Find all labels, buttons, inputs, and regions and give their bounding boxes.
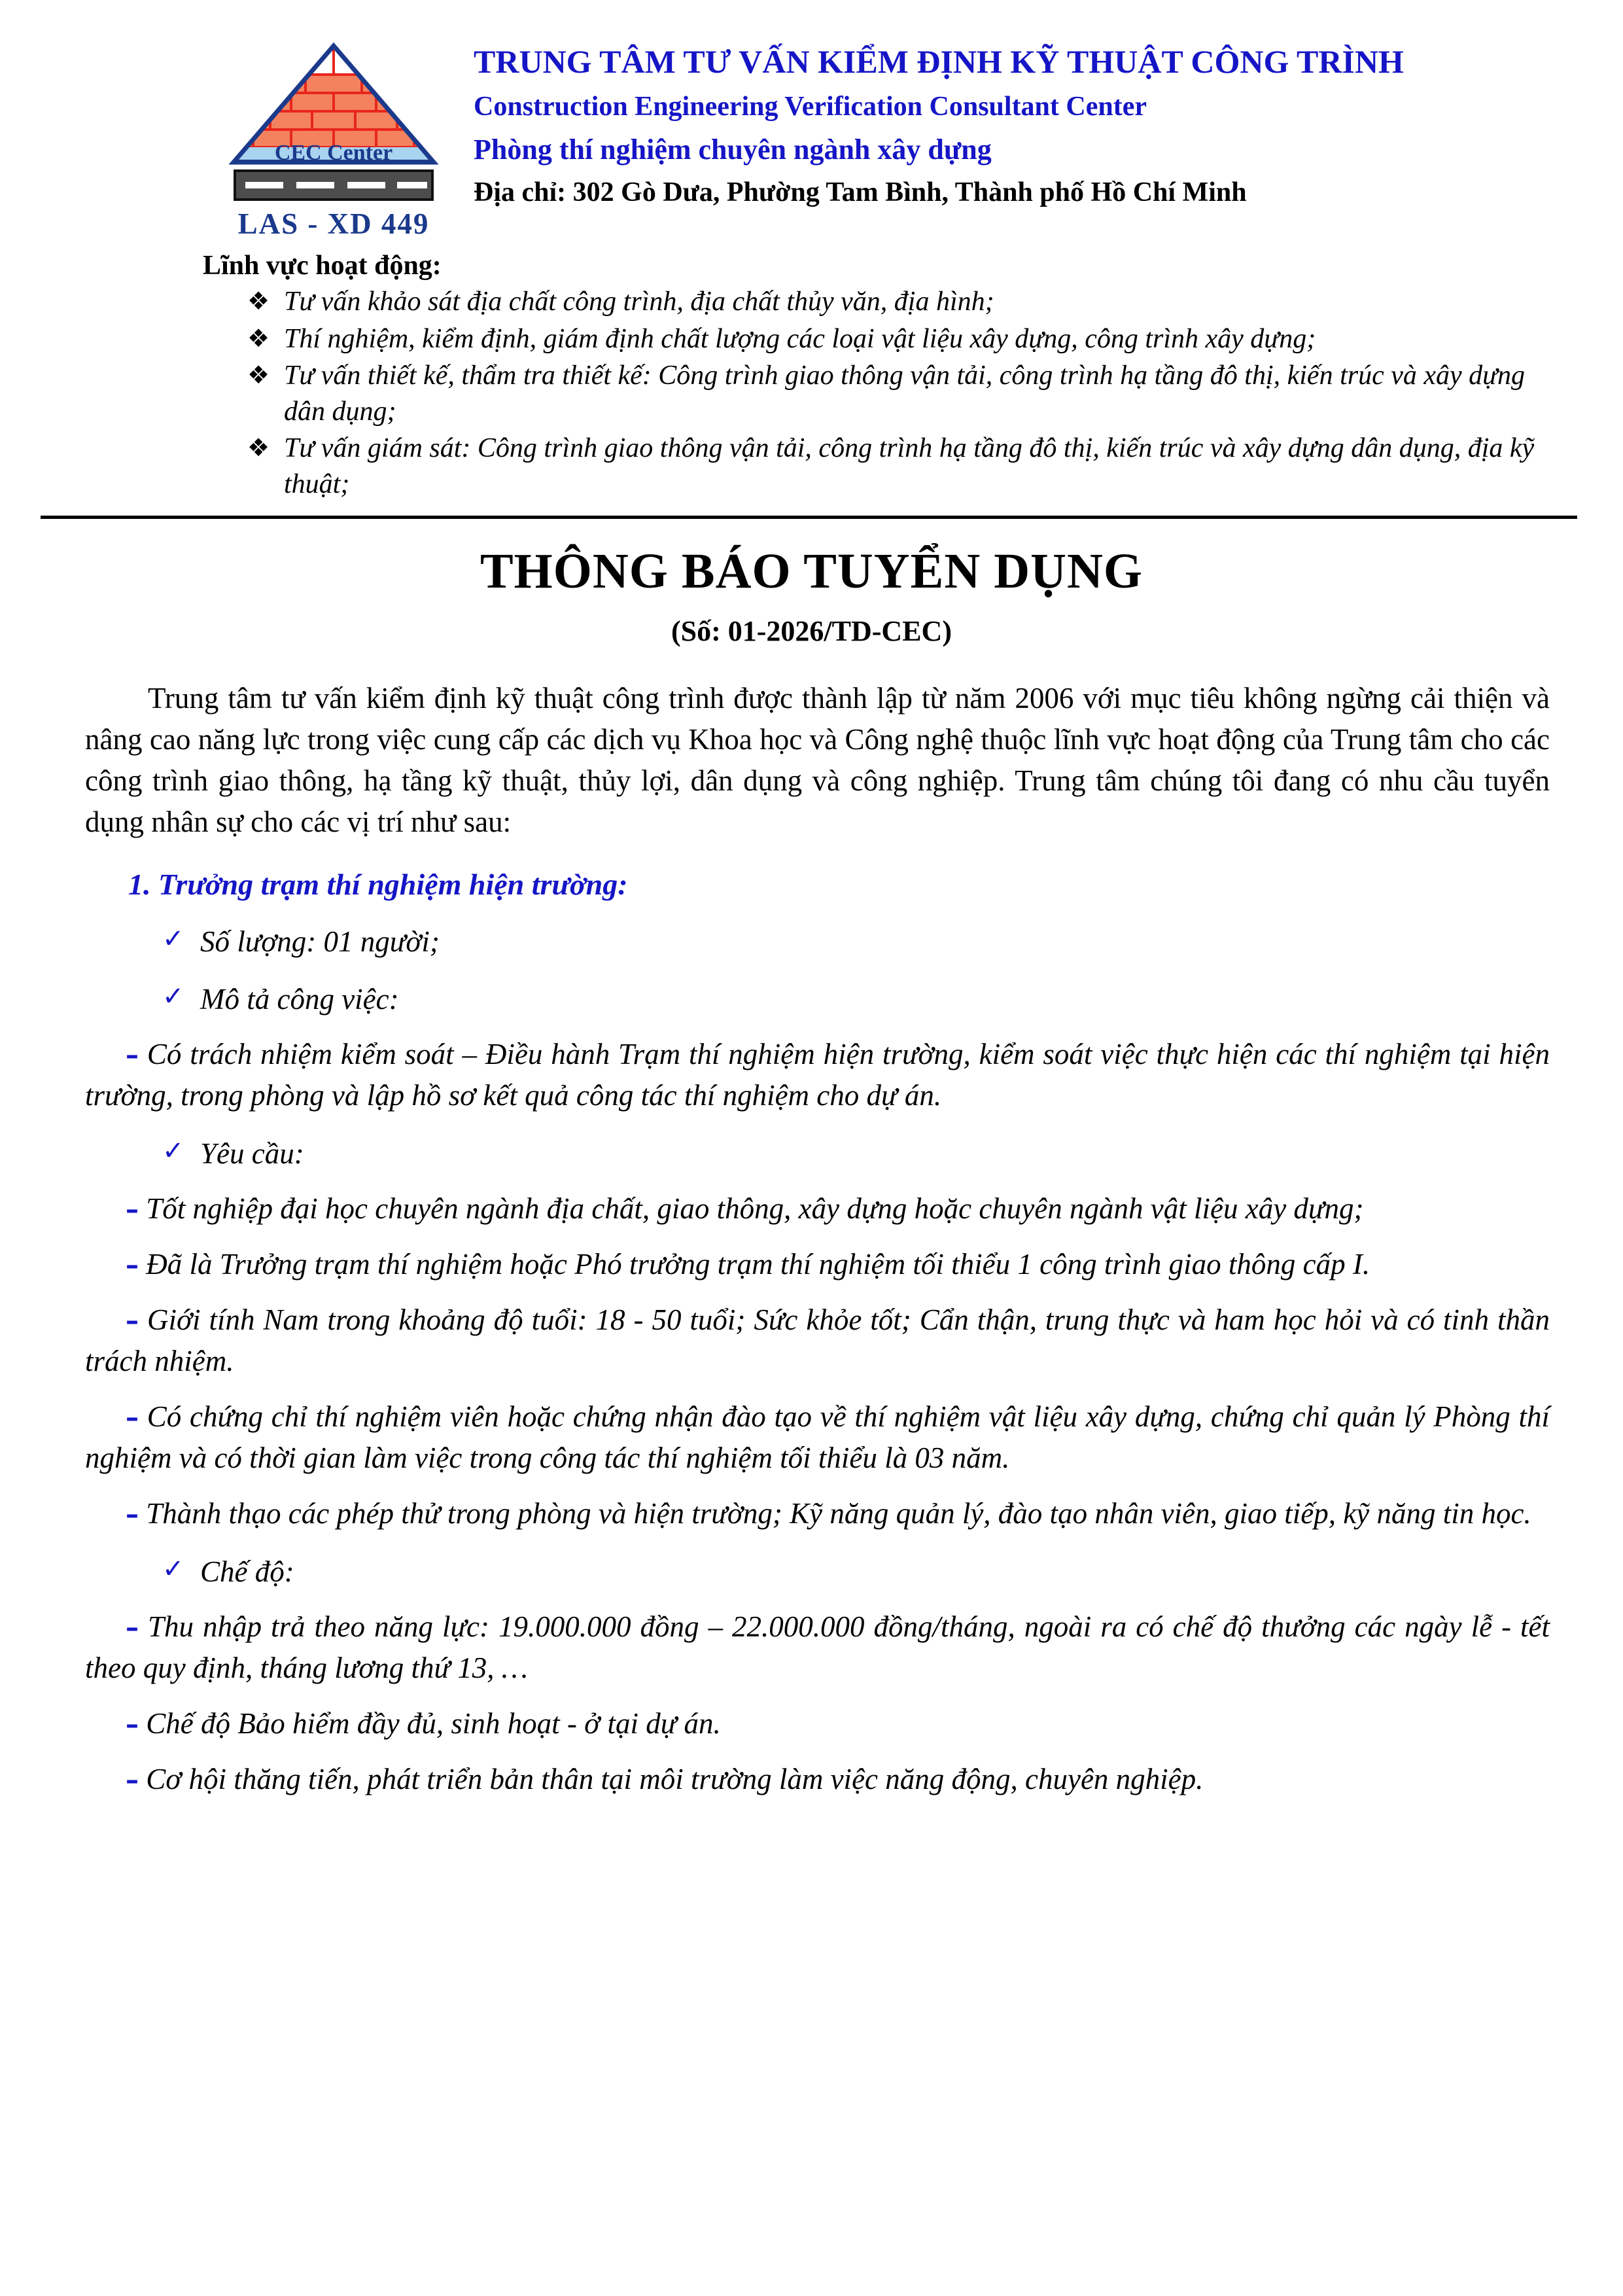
dash-bullet-icon: – bbox=[126, 1250, 139, 1280]
activity-fields-list bbox=[0, 284, 1623, 503]
requirements-heading bbox=[162, 1133, 1550, 1174]
benefits-label: Chế độ: bbox=[200, 1555, 294, 1588]
benefit-item-text: Thu nhập trả theo năng lực: 19.000.000 đồng – 22.000.000 đồng/tháng, ngoài ra có chế độ thưởng các ngày lễ - tết theo quy định, tháng lương thứ 13, … bbox=[85, 1610, 1550, 1684]
dash-bullet-icon: – bbox=[126, 1040, 139, 1070]
jobdesc-item bbox=[85, 1034, 1550, 1116]
benefits-heading bbox=[162, 1551, 1550, 1592]
diamond-bullet-icon: ❖ bbox=[247, 361, 270, 390]
cec-center-logo-icon bbox=[226, 37, 442, 205]
benefit-item bbox=[85, 1703, 1550, 1744]
benefit-item-text: Cơ hội thăng tiến, phát triển bản thân tại môi trường làm việc năng động, chuyên nghiệp. bbox=[146, 1762, 1204, 1795]
jobdesc-item-text: Có trách nhiệm kiểm soát – Điều hành Trạm thí nghiệm hiện trường, kiểm soát việc thực hiện các thí nghiệm tại hiện trường, trong phòng và lập hồ sơ kết quả công tác thí nghiệm cho dự án. bbox=[85, 1037, 1550, 1112]
requirement-item-text: Có chứng chỉ thí nghiệm viên hoặc chứng nhận đào tạo về thí nghiệm vật liệu xây dựng, chứng chỉ quản lý Phòng thí nghiệm và có thời gian làm việc trong công tác thí nghiệm tối thiểu là 03 năm. bbox=[85, 1400, 1550, 1474]
title-block bbox=[0, 542, 1623, 648]
requirements-label: Yêu cầu: bbox=[200, 1137, 304, 1170]
requirement-item bbox=[85, 1299, 1550, 1382]
requirement-item-text: Tốt nghiệp đại học chuyên ngành địa chất, giao thông, xây dựng hoặc chuyên ngành vật liệu xây dựng; bbox=[146, 1192, 1364, 1225]
list-item bbox=[247, 431, 1550, 502]
org-name-vi: TRUNG TÂM TƯ VẤN KIỂM ĐỊNH KỸ THUẬT CÔNG TRÌNH bbox=[474, 43, 1404, 80]
jobdesc-heading bbox=[162, 979, 1550, 1019]
header-divider bbox=[41, 516, 1577, 519]
diamond-bullet-icon: ❖ bbox=[247, 323, 270, 353]
dash-bullet-icon: – bbox=[126, 1499, 139, 1530]
quantity-line bbox=[162, 921, 1550, 962]
list-item bbox=[247, 321, 1550, 357]
document-body bbox=[0, 678, 1623, 1800]
requirement-item-text: Thành thạo các phép thử trong phòng và hiện trường; Kỹ năng quản lý, đào tạo nhân viên, giao tiếp, kỹ năng tin học. bbox=[146, 1496, 1531, 1530]
page-title: THÔNG BÁO TUYỂN DỤNG bbox=[480, 543, 1143, 599]
organization-identity bbox=[451, 30, 1577, 214]
requirement-item bbox=[85, 1244, 1550, 1285]
benefit-item bbox=[85, 1606, 1550, 1689]
benefit-item bbox=[85, 1759, 1550, 1800]
org-name-en: Construction Engineering Verification Consultant Center bbox=[474, 92, 1147, 122]
dash-bullet-icon: – bbox=[126, 1305, 139, 1336]
check-icon: ✓ bbox=[162, 1135, 184, 1166]
lab-accreditation-code: LAS - XD 449 bbox=[237, 207, 430, 240]
check-icon: ✓ bbox=[162, 1553, 184, 1584]
org-department: Phòng thí nghiệm chuyên ngành xây dựng bbox=[474, 133, 992, 166]
svg-text:CEC Center: CEC Center bbox=[274, 141, 393, 165]
activity-fields-heading: Lĩnh vực hoạt động: bbox=[203, 251, 442, 281]
jobdesc-label: Mô tả công việc: bbox=[200, 982, 399, 1016]
requirement-item-text: Giới tính Nam trong khoảng độ tuổi: 18 - 50 tuổi; Sức khỏe tốt; Cẩn thận, trung thực và ham học hỏi và có tinh thần trách nhiệm. bbox=[85, 1303, 1550, 1377]
diamond-bullet-icon: ❖ bbox=[247, 287, 270, 315]
dash-bullet-icon: – bbox=[126, 1612, 139, 1643]
dash-bullet-icon: – bbox=[126, 1709, 139, 1740]
dash-bullet-icon: – bbox=[126, 1765, 139, 1795]
quantity-label: Số lượng: 01 người; bbox=[200, 925, 440, 958]
check-icon: ✓ bbox=[162, 981, 184, 1012]
position-heading-1: 1. Trưởng trạm thí nghiệm hiện trường: bbox=[128, 867, 628, 901]
requirement-item-text: Đã là Trưởng trạm thí nghiệm hoặc Phó trưởng trạm thí nghiệm tối thiểu 1 công trình giao thông cấp I. bbox=[146, 1247, 1370, 1280]
dash-bullet-icon: – bbox=[126, 1194, 139, 1225]
diamond-bullet-icon: ❖ bbox=[247, 433, 270, 463]
dash-bullet-icon: – bbox=[126, 1402, 139, 1433]
letterhead bbox=[0, 0, 1623, 241]
list-item bbox=[247, 358, 1550, 429]
list-item bbox=[247, 284, 1550, 320]
company-logo bbox=[216, 30, 451, 241]
requirement-item bbox=[85, 1188, 1550, 1229]
intro-paragraph: Trung tâm tư vấn kiểm định kỹ thuật công trình được thành lập từ năm 2006 với mục tiêu không ngừng cải thiện và nâng cao năng lực trong việc cung cấp các dịch vụ Khoa học và Công nghệ thuộc lĩnh vực hoạt động của Trung tâm cho các công trình giao thông, hạ tầng kỹ thuật, thủy lợi, dân dụng và công nghiệp. Trung tâm chúng tôi đang có nhu cầu tuyển dụng nhân sự cho các vị trí như sau: bbox=[85, 681, 1550, 838]
benefit-item-text: Chế độ Bảo hiểm đầy đủ, sinh hoạt - ở tại dự án. bbox=[146, 1706, 721, 1740]
list-item-label: Thí nghiệm, kiểm định, giám định chất lượng các loại vật liệu xây dựng, công trình xây dựng; bbox=[284, 323, 1316, 354]
list-item-label: Tư vấn thiết kế, thẩm tra thiết kế: Công trình giao thông vận tải, công trình hạ tầng đô thị, kiến trúc và xây dựng dân dụng; bbox=[284, 361, 1526, 427]
requirement-item bbox=[85, 1493, 1550, 1534]
list-item-label: Tư vấn giám sát: Công trình giao thông vận tải, công trình hạ tầng đô thị, kiến trúc và xây dựng dân dụng, địa kỹ thuật; bbox=[284, 433, 1535, 499]
org-address: Địa chỉ: 302 Gò Dưa, Phường Tam Bình, Thành phố Hồ Chí Minh bbox=[474, 177, 1247, 207]
document-number: (Số: 01-2026/TD-CEC) bbox=[671, 614, 952, 647]
check-icon: ✓ bbox=[162, 923, 184, 954]
requirement-item bbox=[85, 1396, 1550, 1479]
list-item-label: Tư vấn khảo sát địa chất công trình, địa chất thủy văn, địa hình; bbox=[284, 287, 994, 317]
